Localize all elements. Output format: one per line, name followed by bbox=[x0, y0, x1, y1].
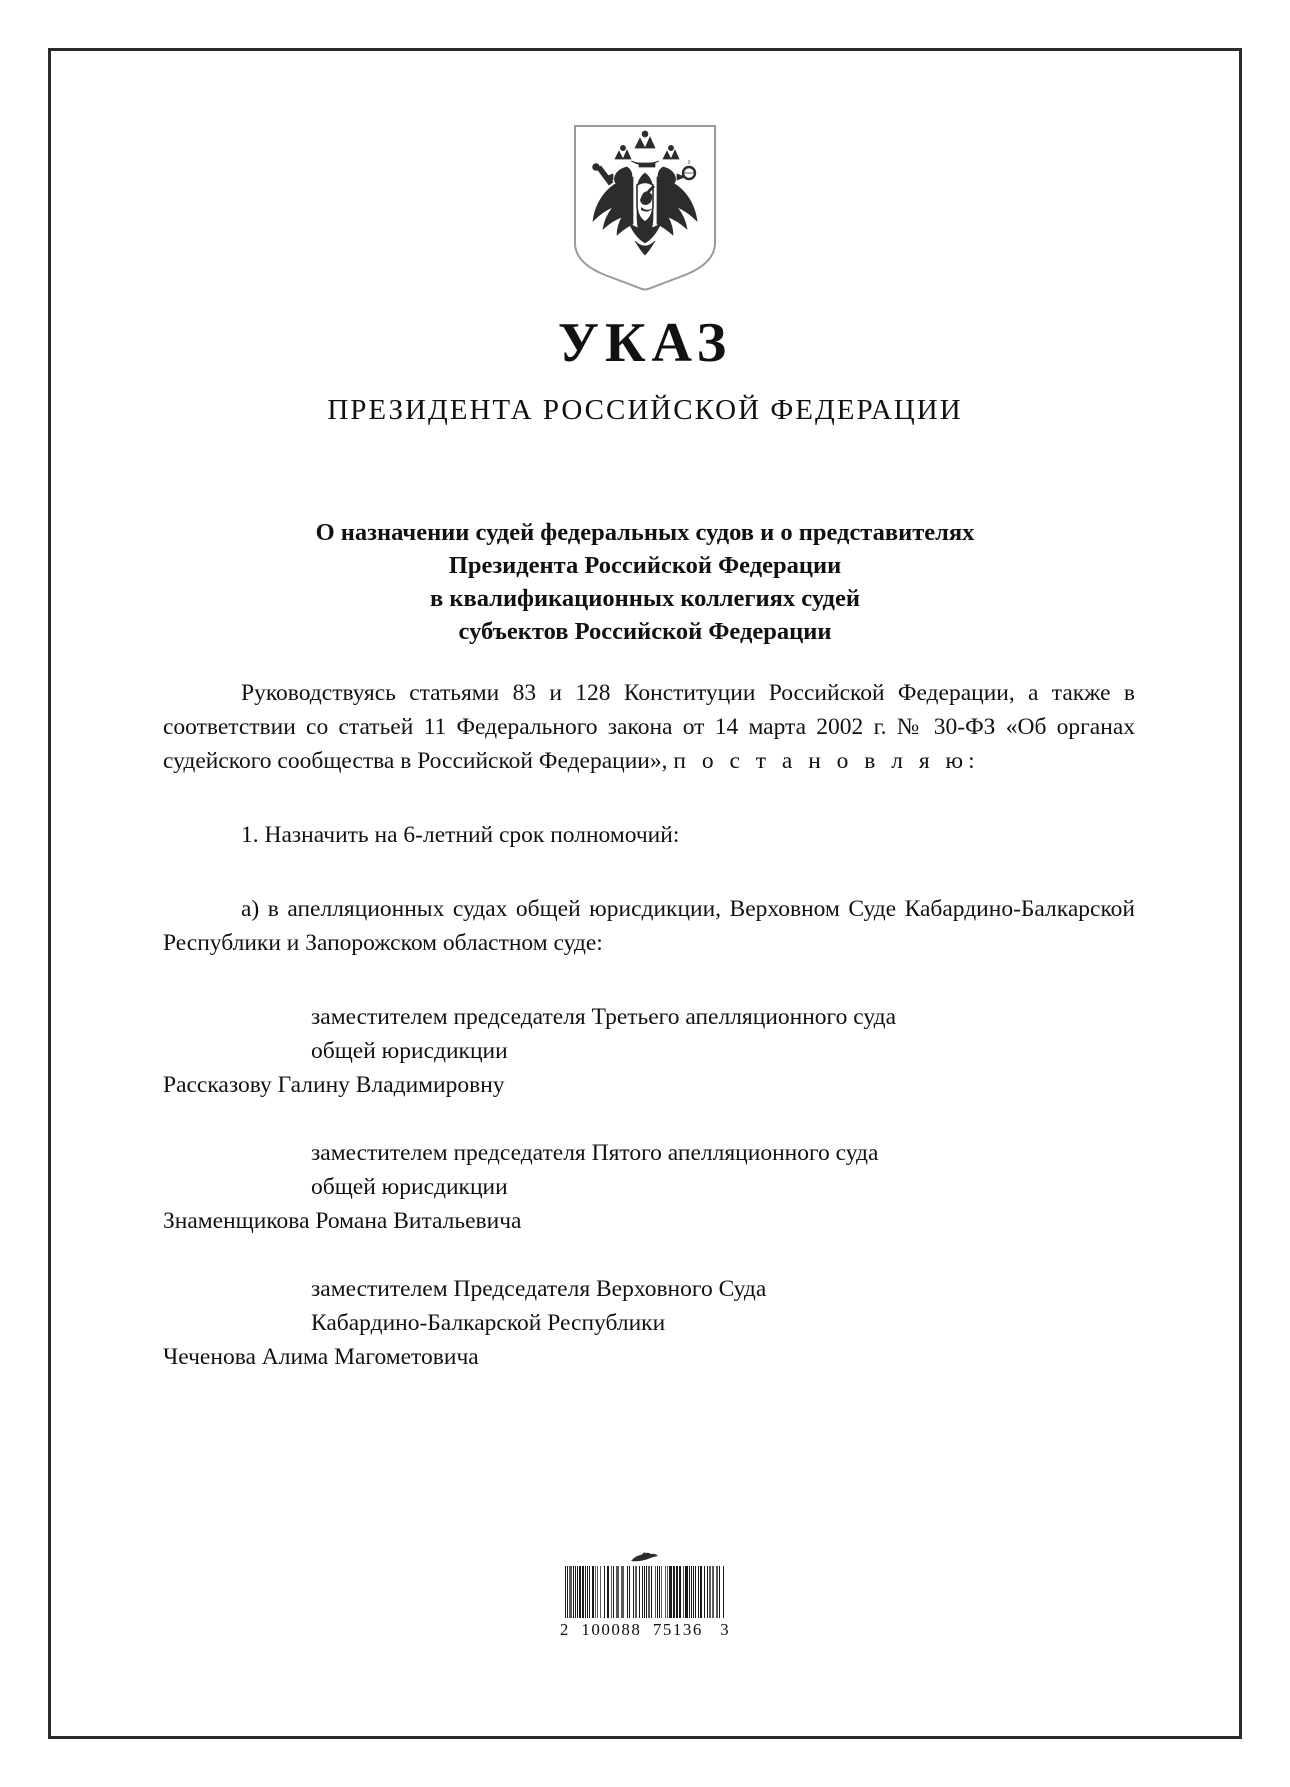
clause-1: 1. Назначить на 6-летний срок полномочий: bbox=[241, 822, 680, 848]
clause-a: а) в апелляционных судах общей юрисдикции, Верховном Суде Кабардино-Балкарской Республики и Запорожском областном суде: bbox=[163, 896, 1135, 956]
appointment-post-line: общей юрисдикции bbox=[311, 1174, 508, 1200]
appointment-person-name: Рассказову Галину Владимировну bbox=[163, 1072, 505, 1098]
appointment-post-line: Кабардино-Балкарской Республики bbox=[311, 1310, 666, 1336]
appointment-person-name: Чеченова Алима Магометовича bbox=[163, 1344, 479, 1370]
barcode-block bbox=[51, 1551, 1239, 1640]
document-page bbox=[48, 48, 1242, 1739]
page-title: УКАЗ bbox=[557, 312, 733, 374]
appointment-post-line: заместителем председателя Пятого апелляционного суда bbox=[311, 1140, 879, 1166]
preamble-decree-verb: п о с т а н о в л я ю: bbox=[673, 748, 980, 774]
subject-line-2: Президента Российской Федерации bbox=[448, 552, 842, 579]
document-subject bbox=[171, 516, 1119, 648]
appointment-entry bbox=[163, 1000, 1135, 1102]
appointment-person-name: Знаменщикова Романа Витальевича bbox=[163, 1208, 522, 1234]
appointment-post-line: общей юрисдикции bbox=[311, 1038, 508, 1064]
preamble-paragraph bbox=[163, 676, 1135, 778]
appointment-post-line: заместителем Председателя Верховного Суда bbox=[311, 1276, 767, 1302]
barcode-digits: 2 100088 75136 3 bbox=[559, 1620, 731, 1639]
appointment-entry bbox=[163, 1272, 1135, 1374]
russian-coat-of-arms-icon bbox=[569, 123, 721, 291]
document-subtitle: ПРЕЗИДЕНТА РОССИЙСКОЙ ФЕДЕРАЦИИ bbox=[327, 394, 963, 426]
appointment-post-line: заместителем председателя Третьего апелляционного суда bbox=[311, 1004, 896, 1030]
subject-line-3: в квалификационных коллегиях судей bbox=[430, 585, 860, 612]
barcode-mark-icon bbox=[628, 1551, 662, 1565]
document-body bbox=[163, 676, 1135, 1374]
barcode-bars bbox=[565, 1566, 726, 1618]
coat-of-arms-container bbox=[51, 123, 1239, 291]
appointment-entry bbox=[163, 1136, 1135, 1238]
preamble-text: Руководствуясь статьями 83 и 128 Конституции Российской Федерации, а также в соответствии со статьей 11 Федерального закона от 14 марта 2002 г. № 30-ФЗ «Об органах судейского сообщества в Российской Федерации», bbox=[163, 680, 1135, 774]
subject-line-4: субъектов Российской Федерации bbox=[458, 618, 832, 645]
subject-line-1: О назначении судей федеральных судов и о представителях bbox=[315, 519, 975, 546]
page-content bbox=[51, 51, 1239, 1736]
